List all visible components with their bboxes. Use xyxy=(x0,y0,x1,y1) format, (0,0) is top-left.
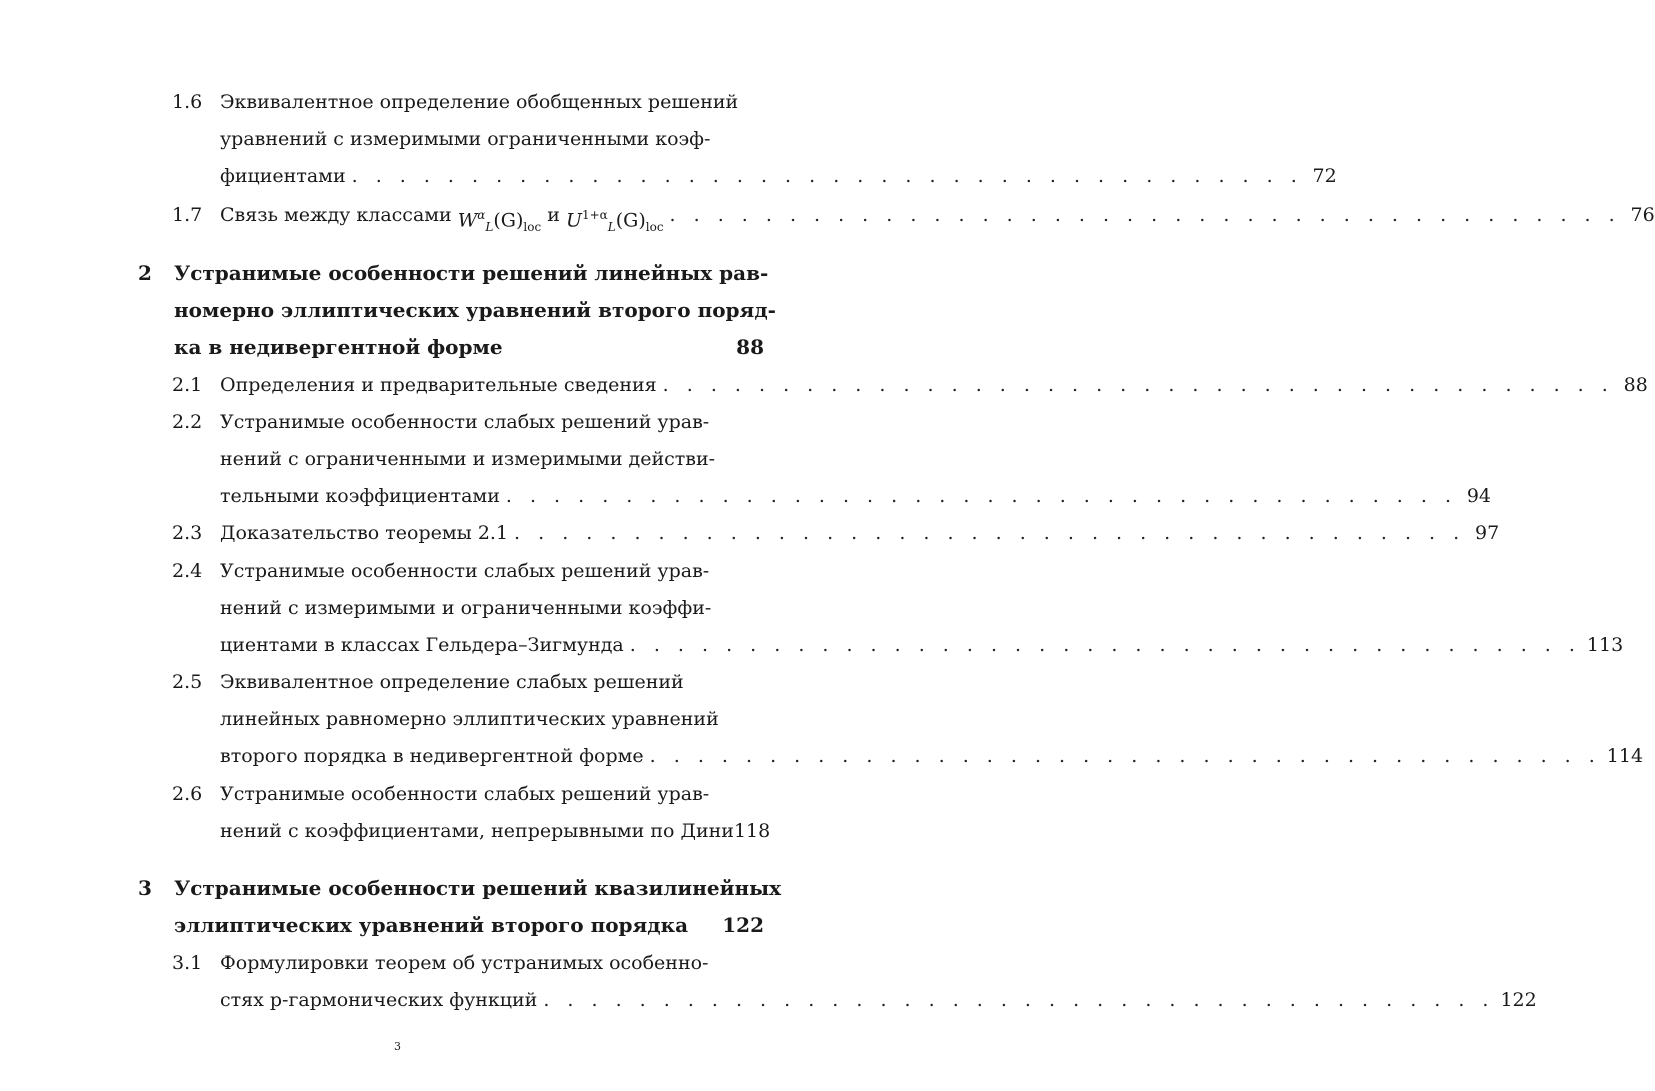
section-number: 2.3 xyxy=(172,522,203,544)
toc-entry-2-6[interactable] xyxy=(172,776,771,850)
section-number: 3.1 xyxy=(172,952,203,974)
section-number: 2.2 xyxy=(172,411,203,433)
page-number: 72 xyxy=(1312,165,1337,187)
math-formula: $W^\alpha_L(G)_{loc}$ xyxy=(457,208,542,235)
chapter-line: эллиптических уравнений второго порядка 122 xyxy=(174,907,764,944)
entry-line: уравнений с измеримыми ограниченными коэф- xyxy=(220,128,711,150)
entry-line: Доказательство теоремы 2.1 . . . . . . . . . . . . . . . . . . . . . . . . . . . . . . . . . . . . . . . . 97 xyxy=(220,515,764,552)
page-number: 122 xyxy=(722,913,764,937)
toc-chapter-3[interactable] xyxy=(138,870,782,944)
section-number: 1.6 xyxy=(172,91,203,113)
entry-line: стях p-гармонических функций . . . . . . . . . . . . . . . . . . . . . . . . . . . . . . . . . . . . . . . . 122 xyxy=(220,982,764,1019)
entry-line: Устранимые особенности слабых решений урав- xyxy=(220,783,710,805)
toc-entry-3-1[interactable] xyxy=(172,945,1537,1019)
section-number: 2.6 xyxy=(172,783,203,805)
section-number: 1.7 xyxy=(172,204,203,226)
entry-line: фициентами . . . . . . . . . . . . . . . . . . . . . . . . . . . . . . . . . . . . . . . . 72 xyxy=(220,158,764,195)
page-number: 114 xyxy=(1606,745,1644,767)
entry-line: нений с измеримыми и ограниченными коэффи- xyxy=(220,597,712,619)
chapter-line: Устранимые особенности решений линейных рав- xyxy=(174,261,769,285)
entry-line: второго порядка в недивергентной форме . . . . . . . . . . . . . . . . . . . . . . . . . . . . . . . . . . . . . . . . 114 xyxy=(220,738,764,775)
entry-line: Устранимые особенности слабых решений урав- xyxy=(220,560,710,582)
entry-line: Определения и предварительные сведения . . . . . . . . . . . . . . . . . . . . . . . . . . . . . . . . . . . . . . . . 88 xyxy=(220,367,764,404)
page-number: 122 xyxy=(1500,989,1537,1011)
page-number: 94 xyxy=(1466,485,1491,507)
math-formula: $U^{1+\alpha}_L(G)_{loc}$ xyxy=(565,208,664,235)
page-number: 88 xyxy=(736,335,764,359)
entry-line: линейных равномерно эллиптических уравнений xyxy=(220,708,719,730)
footer-page-number: 3 xyxy=(394,1040,401,1053)
chapter-line: номерно эллиптических уравнений второго поряд- xyxy=(174,298,776,322)
entry-line: Формулировки теорем об устранимых особенно- xyxy=(220,952,709,974)
toc-entry-2-4[interactable] xyxy=(172,553,1624,664)
leader-dots: . . . . . . . . . . . . . . . . . . . . . . . . . . . . . . . . . . . . . . . . xyxy=(629,634,1581,656)
chapter-line: ка в недивергентной форме 88 xyxy=(174,329,764,366)
toc-chapter-2[interactable] xyxy=(138,255,776,366)
page-number: 88 xyxy=(1623,374,1648,396)
leader-dots: . . . . . . . . . . . . . . . . . . . . . . . . . . . . . . . . . . . . . . . . xyxy=(649,745,1601,767)
toc-entry-2-1[interactable] xyxy=(172,367,1648,404)
chapter-line: Устранимые особенности решений квазилинейных xyxy=(174,876,782,900)
entry-line: Связь между классами $W^\alpha_L(G)_{loc}$ и $U^{1+\alpha}_L(G)_{loc}$ . . . . . . . . . . . . . . . . . . . . . . . . . . . . . . . . . . . . . . . . 76 xyxy=(220,197,764,246)
entry-line: Эквивалентное определение слабых решений xyxy=(220,671,684,693)
entry-line: нений с коэффициентами, непрерывными по Дини 118 xyxy=(220,813,764,850)
toc-entry-2-5[interactable] xyxy=(172,664,1644,775)
leader-dots: . . . . . . . . . . . . . . . . . . . . . . . . . . . . . . . . . . . . . . . . xyxy=(351,165,1303,187)
toc-entry-2-2[interactable] xyxy=(172,404,1491,515)
chapter-number: 3 xyxy=(138,876,152,900)
toc-entry-2-3[interactable] xyxy=(172,515,1500,552)
section-number: 2.4 xyxy=(172,560,203,582)
entry-line: циентами в классах Гельдера–Зигмунда . . . . . . . . . . . . . . . . . . . . . . . . . . . . . . . . . . . . . . . . 113 xyxy=(220,627,764,664)
page-number: 76 xyxy=(1630,204,1655,226)
section-number: 2.1 xyxy=(172,374,203,396)
leader-dots: . . . . . . . . . . . . . . . . . . . . . . . . . . . . . . . . . . . . . . . . xyxy=(505,485,1457,507)
section-number: 2.5 xyxy=(172,671,203,693)
page-number: 97 xyxy=(1474,522,1500,544)
leader-dots: . . . . . . . . . . . . . . . . . . . . . . . . . . . . . . . . . . . . . . . . xyxy=(669,204,1621,226)
page-number: 118 xyxy=(733,820,771,842)
leader-dots: . . . . . . . . . . . . . . . . . . . . . . . . . . . . . . . . . . . . . . . . xyxy=(662,374,1614,396)
chapter-number: 2 xyxy=(138,261,152,285)
entry-line: Устранимые особенности слабых решений урав- xyxy=(220,411,710,433)
entry-line: тельными коэффициентами . . . . . . . . . . . . . . . . . . . . . . . . . . . . . . . . . . . . . . . . 94 xyxy=(220,478,764,515)
entry-line: Эквивалентное определение обобщенных решений xyxy=(220,91,739,113)
toc-entry-1-6[interactable] xyxy=(172,84,1337,195)
toc-entry-1-7[interactable] xyxy=(172,197,1655,246)
entry-line: нений с ограниченными и измеримыми действи- xyxy=(220,448,716,470)
page-number: 113 xyxy=(1586,634,1624,656)
leader-dots: . . . . . . . . . . . . . . . . . . . . . . . . . . . . . . . . . . . . . . . . xyxy=(543,989,1495,1011)
leader-dots: . . . . . . . . . . . . . . . . . . . . . . . . . . . . . . . . . . . . . . . . xyxy=(514,522,1466,544)
